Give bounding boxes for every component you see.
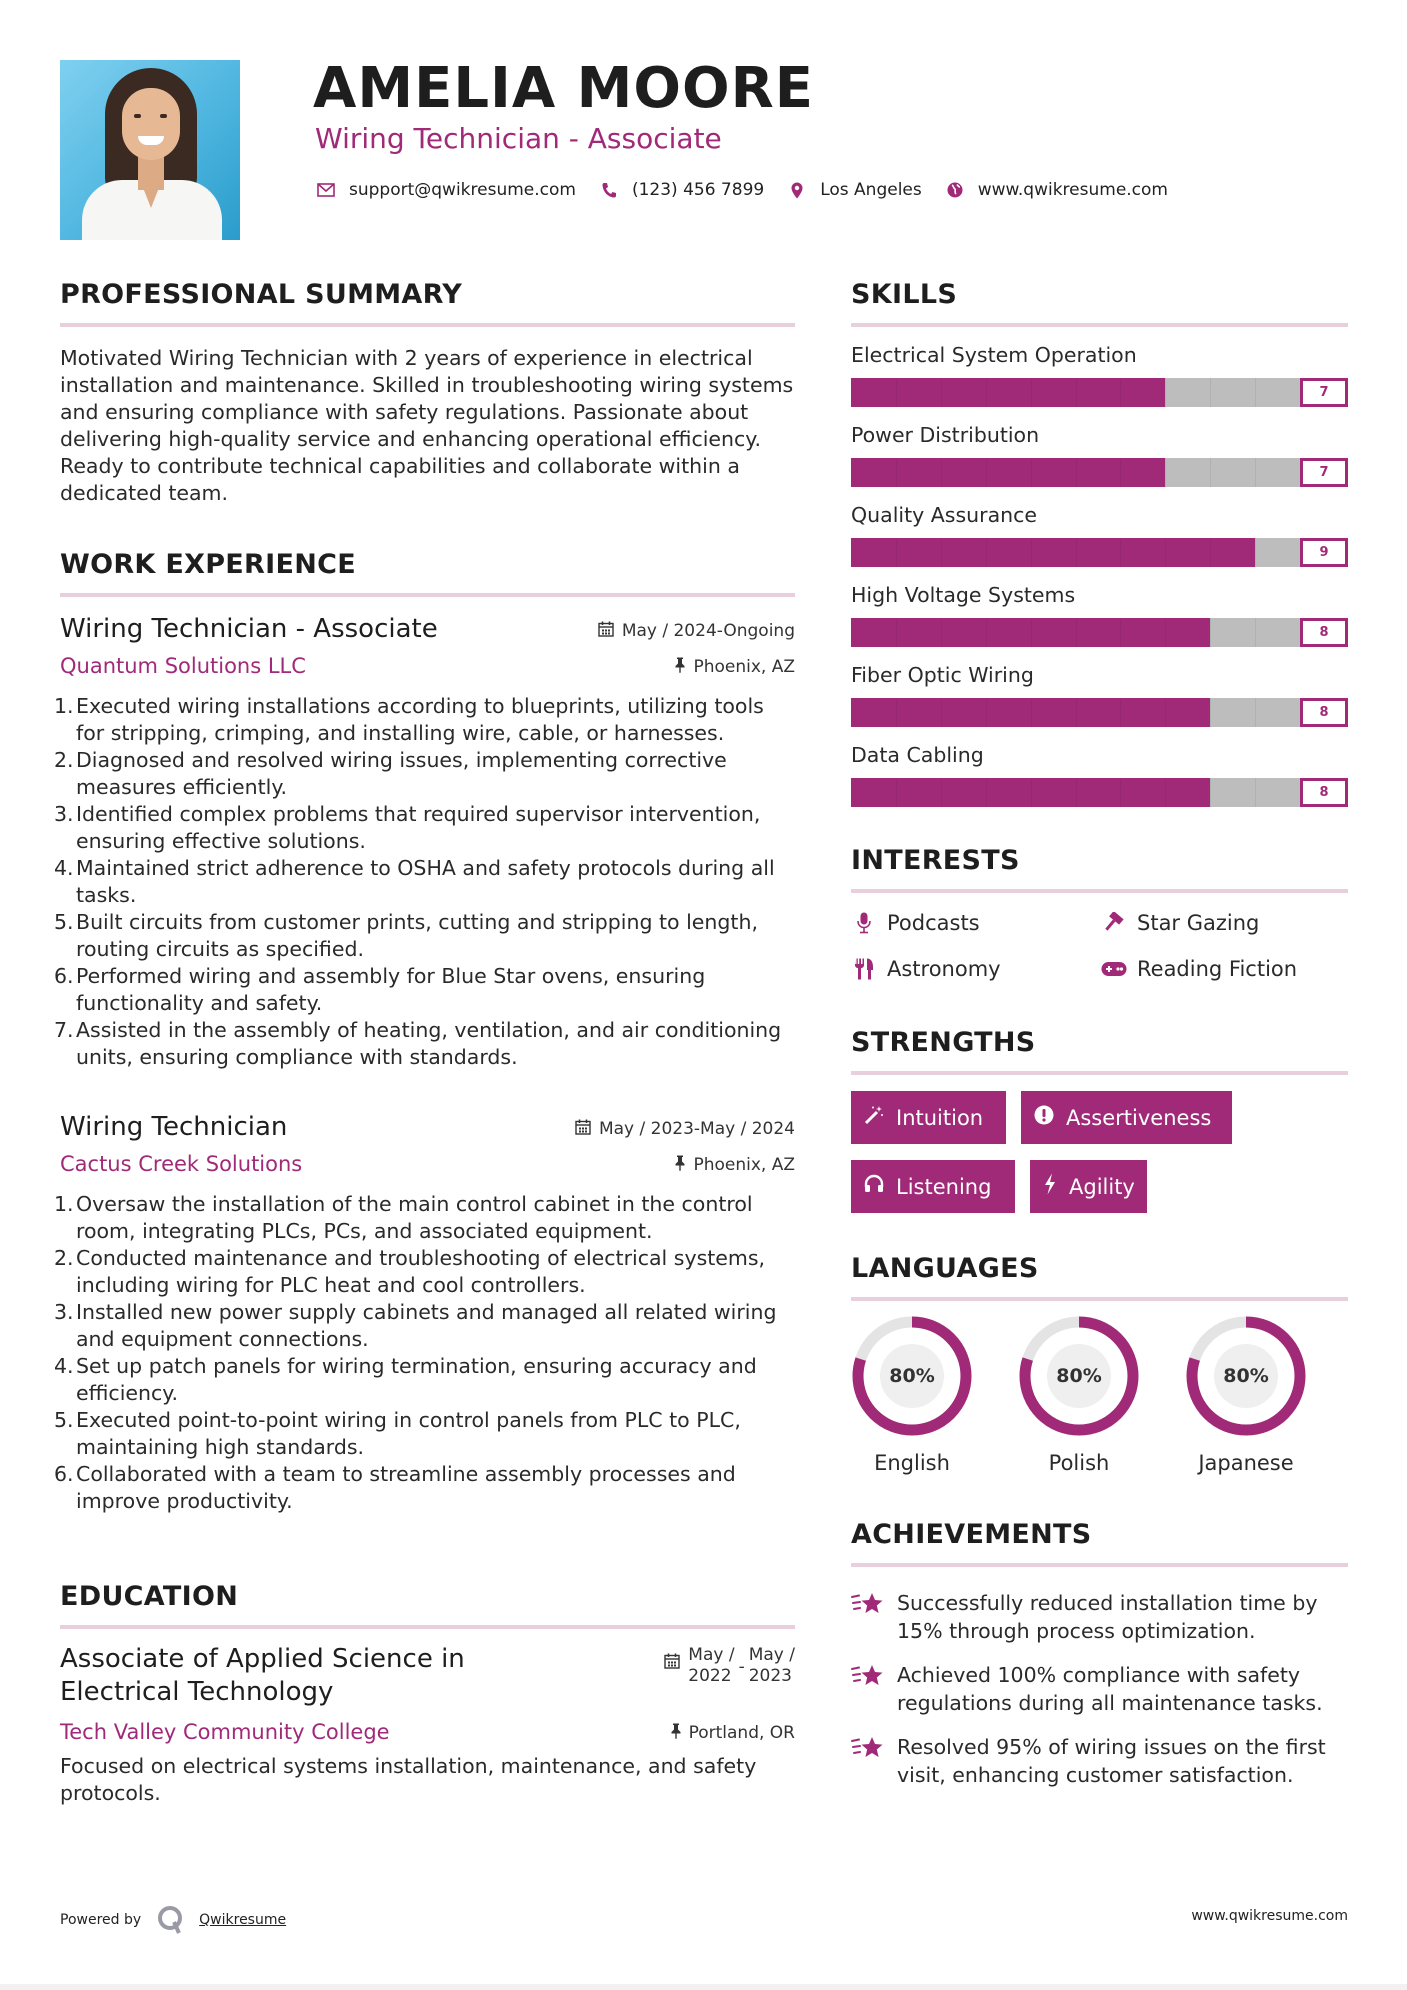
headphones-icon: [864, 1174, 884, 1199]
skill-item: [851, 661, 1348, 727]
profile-photo: [60, 60, 240, 240]
achievement-text: Successfully reduced installation time by 15% through process optimization.: [897, 1591, 1318, 1643]
map-marker-icon: [786, 182, 808, 199]
skill-level-value: 8: [1300, 618, 1348, 647]
summary-section: [60, 275, 795, 507]
language-item: [1018, 1315, 1140, 1475]
shooting-star-icon: [851, 1663, 885, 1693]
thumbtack-icon: [675, 1155, 685, 1175]
interest-item: Star Gazing: [1101, 907, 1348, 939]
job-entry: [54, 1109, 795, 1515]
calendar-icon: [598, 621, 614, 641]
section-heading: ACHIEVEMENTS: [851, 1519, 1092, 1550]
section-divider: [851, 323, 1348, 327]
school-name: Tech Valley Community College: [60, 1720, 390, 1744]
skill-name: Data Cabling: [851, 743, 984, 767]
skill-level-bar: [851, 698, 1348, 727]
job-location: Phoenix, AZ: [675, 1155, 795, 1175]
section-heading: PROFESSIONAL SUMMARY: [60, 279, 463, 310]
gamepad-icon: [1101, 961, 1127, 977]
summary-text: Motivated Wiring Technician with 2 years of experience in electrical installation and maintenance. Skilled in troubleshooting wiring systems and ensuring compliance with safety regulations. Passionate about delivering high-quality service and enhancing operational efficiency. Ready to contribute technical capabilities and collaborate within a dedicated team.: [60, 346, 794, 505]
thumbtack-icon: [671, 1723, 681, 1743]
languages-section: [851, 1249, 1348, 1475]
skill-level-bar: [851, 778, 1348, 807]
skill-level-value: 9: [1300, 538, 1348, 567]
section-heading: STRENGTHS: [851, 1027, 1036, 1058]
job-title: Wiring Technician: [60, 1112, 288, 1142]
skill-level-value: 7: [1300, 458, 1348, 487]
skills-section: [851, 275, 1348, 807]
list-item: 6. Collaborated with a team to streamline assembly processes and improve productivity.: [54, 1462, 736, 1513]
strength-badge: Intuition: [851, 1091, 1006, 1144]
languages-list: [851, 1315, 1348, 1475]
achievement-item: [851, 1733, 1348, 1789]
degree-title: Associate of Applied Science in Electrical Technology: [60, 1644, 465, 1707]
microphone-icon: [851, 912, 877, 934]
candidate-name: AMELIA MOORE: [313, 56, 814, 121]
achievement-text: Resolved 95% of wiring issues on the first visit, enhancing customer satisfaction.: [897, 1735, 1326, 1787]
skills-list: [851, 341, 1348, 807]
language-percent: 80%: [880, 1344, 944, 1408]
contact-website[interactable]: [944, 180, 1168, 200]
skill-item: [851, 421, 1348, 487]
section-divider: [60, 593, 795, 597]
language-name: Polish: [1048, 1451, 1110, 1475]
school-location: Portland, OR: [671, 1723, 795, 1743]
skill-item: [851, 581, 1348, 647]
job-location: Phoenix, AZ: [675, 657, 795, 677]
skill-name: Power Distribution: [851, 423, 1040, 447]
job-dates: May / 2024-Ongoing: [598, 621, 795, 641]
strength-badge: Assertiveness: [1021, 1091, 1232, 1144]
section-divider: [851, 1297, 1348, 1301]
section-heading: LANGUAGES: [851, 1253, 1039, 1284]
shooting-star-icon: [851, 1735, 885, 1765]
skill-level-bar: [851, 378, 1348, 407]
language-name: English: [874, 1451, 950, 1475]
list-item: 4. Maintained strict adherence to OSHA and safety protocols during all tasks.: [54, 856, 775, 907]
company-name: Cactus Creek Solutions: [60, 1152, 303, 1176]
interest-item: Astronomy: [851, 953, 1101, 985]
contact-location-text: Los Angeles: [820, 180, 922, 200]
list-item: 7. Assisted in the assembly of heating, ventilation, and air conditioning units, ensuring compliance with standards.: [54, 1018, 782, 1069]
language-progress-ring: [1185, 1315, 1307, 1437]
language-progress-ring: [851, 1315, 973, 1437]
language-item: [1185, 1315, 1307, 1475]
achievements-section: [851, 1515, 1348, 1789]
education-description: Focused on electrical systems installation, maintenance, and safety protocols.: [60, 1754, 757, 1805]
job-dates: May / 2023-May / 2024: [575, 1119, 795, 1139]
list-item: 4. Set up patch panels for wiring termination, ensuring accuracy and efficiency.: [54, 1354, 757, 1405]
job-bullets: [54, 1191, 795, 1515]
contact-email[interactable]: [315, 180, 576, 200]
magic-wand-icon: [864, 1105, 884, 1130]
utensils-icon: [851, 958, 877, 980]
strengths-section: [851, 1023, 1348, 1213]
shooting-star-icon: [851, 1591, 885, 1621]
globe-icon: [944, 182, 966, 198]
company-name: Quantum Solutions LLC: [60, 654, 306, 678]
achievement-item: [851, 1589, 1348, 1645]
achievement-item: [851, 1661, 1348, 1717]
skill-level-value: 8: [1300, 778, 1348, 807]
page-bottom-edge: [0, 1984, 1407, 1990]
list-item: 1. Oversaw the installation of the main control cabinet in the control room, integrating PLCs, PCs, and associated equipment.: [54, 1192, 753, 1243]
skill-level-bar: [851, 458, 1348, 487]
bolt-icon: [1043, 1173, 1057, 1200]
skill-item: [851, 501, 1348, 567]
envelope-icon: [315, 183, 337, 197]
section-heading: SKILLS: [851, 279, 958, 310]
contact-website-text: www.qwikresume.com: [977, 180, 1168, 200]
contact-phone-text: (123) 456 7899: [631, 180, 765, 200]
skill-name: High Voltage Systems: [851, 583, 1076, 607]
exclamation-circle-icon: [1034, 1105, 1054, 1130]
language-item: [851, 1315, 973, 1475]
qwikresume-link[interactable]: Qwikresume: [199, 1912, 287, 1928]
contact-location: [786, 180, 922, 200]
skill-level-value: 7: [1300, 378, 1348, 407]
skill-item: [851, 741, 1348, 807]
achievement-text: Achieved 100% compliance with safety regulations during all maintenance tasks.: [897, 1663, 1323, 1715]
achievements-list: [851, 1589, 1348, 1789]
interests-section: [851, 841, 1348, 985]
skill-item: [851, 341, 1348, 407]
footer-website-link[interactable]: www.qwikresume.com: [1191, 1908, 1348, 1924]
section-heading: WORK EXPERIENCE: [60, 549, 356, 580]
list-item: 2. Diagnosed and resolved wiring issues, implementing corrective measures efficiently.: [54, 748, 727, 799]
job-title: Wiring Technician - Associate: [60, 614, 438, 644]
phone-icon: [598, 182, 620, 198]
interest-item: Podcasts: [851, 907, 1101, 939]
right-column: [851, 275, 1348, 1805]
list-item: 2. Conducted maintenance and troubleshooting of electrical systems, including wiring for PLC heat and cool controllers.: [54, 1246, 766, 1297]
thumbtack-icon: [675, 657, 685, 677]
job-entry: [54, 611, 795, 1071]
language-progress-ring: [1018, 1315, 1140, 1437]
calendar-icon: [575, 1119, 591, 1139]
section-divider: [851, 889, 1348, 893]
skill-level-value: 8: [1300, 698, 1348, 727]
language-percent: 80%: [1214, 1344, 1278, 1408]
job-bullets: [54, 693, 795, 1071]
list-item: 5. Built circuits from customer prints, cutting and stripping to length, routing circuits as specified.: [54, 910, 758, 961]
skill-level-bar: [851, 618, 1348, 647]
education-section: [60, 1577, 795, 1807]
qwikresume-logo-icon: [157, 1905, 185, 1935]
section-heading: INTERESTS: [851, 845, 1020, 876]
interests-list: [851, 907, 1348, 985]
section-divider: [60, 323, 795, 327]
calendar-icon: [664, 1653, 680, 1674]
strength-badge: Agility: [1030, 1160, 1147, 1213]
contact-row: [315, 180, 1190, 200]
language-name: Japanese: [1198, 1451, 1294, 1475]
section-divider: [60, 1625, 795, 1629]
candidate-title: Wiring Technician - Associate: [315, 122, 722, 155]
interest-item: Reading Fiction: [1101, 953, 1348, 985]
left-column: [54, 275, 795, 1807]
section-divider: [851, 1563, 1348, 1567]
footer-powered-by: Powered by Qwikresume: [60, 1905, 286, 1935]
contact-phone[interactable]: [598, 180, 764, 200]
language-percent: 80%: [1047, 1344, 1111, 1408]
gavel-icon: [1101, 912, 1127, 934]
section-divider: [851, 1071, 1348, 1075]
strength-badge: Listening: [851, 1160, 1015, 1213]
list-item: 3. Identified complex problems that required supervisor intervention, ensuring effective solutions.: [54, 802, 761, 853]
skill-name: Electrical System Operation: [851, 343, 1137, 367]
contact-email-text: support@qwikresume.com: [349, 180, 576, 200]
list-item: 1. Executed wiring installations according to blueprints, utilizing tools for stripping, crimping, and installing wire, cable, or harnesses.: [54, 694, 764, 745]
list-item: 6. Performed wiring and assembly for Blue Star ovens, ensuring functionality and safety.: [54, 964, 706, 1015]
list-item: 3. Installed new power supply cabinets and managed all related wiring and equipment connections.: [54, 1300, 777, 1351]
skill-level-bar: [851, 538, 1348, 567]
skill-name: Fiber Optic Wiring: [851, 663, 1034, 687]
section-heading: EDUCATION: [60, 1581, 239, 1612]
skill-name: Quality Assurance: [851, 503, 1038, 527]
education-dates: May / 2022 - May / 2023: [664, 1645, 795, 1687]
strengths-list: [851, 1091, 1271, 1213]
experience-section: [54, 545, 795, 1515]
list-item: 5. Executed point-to-point wiring in control panels from PLC to PLC, maintaining high standards.: [54, 1408, 741, 1459]
